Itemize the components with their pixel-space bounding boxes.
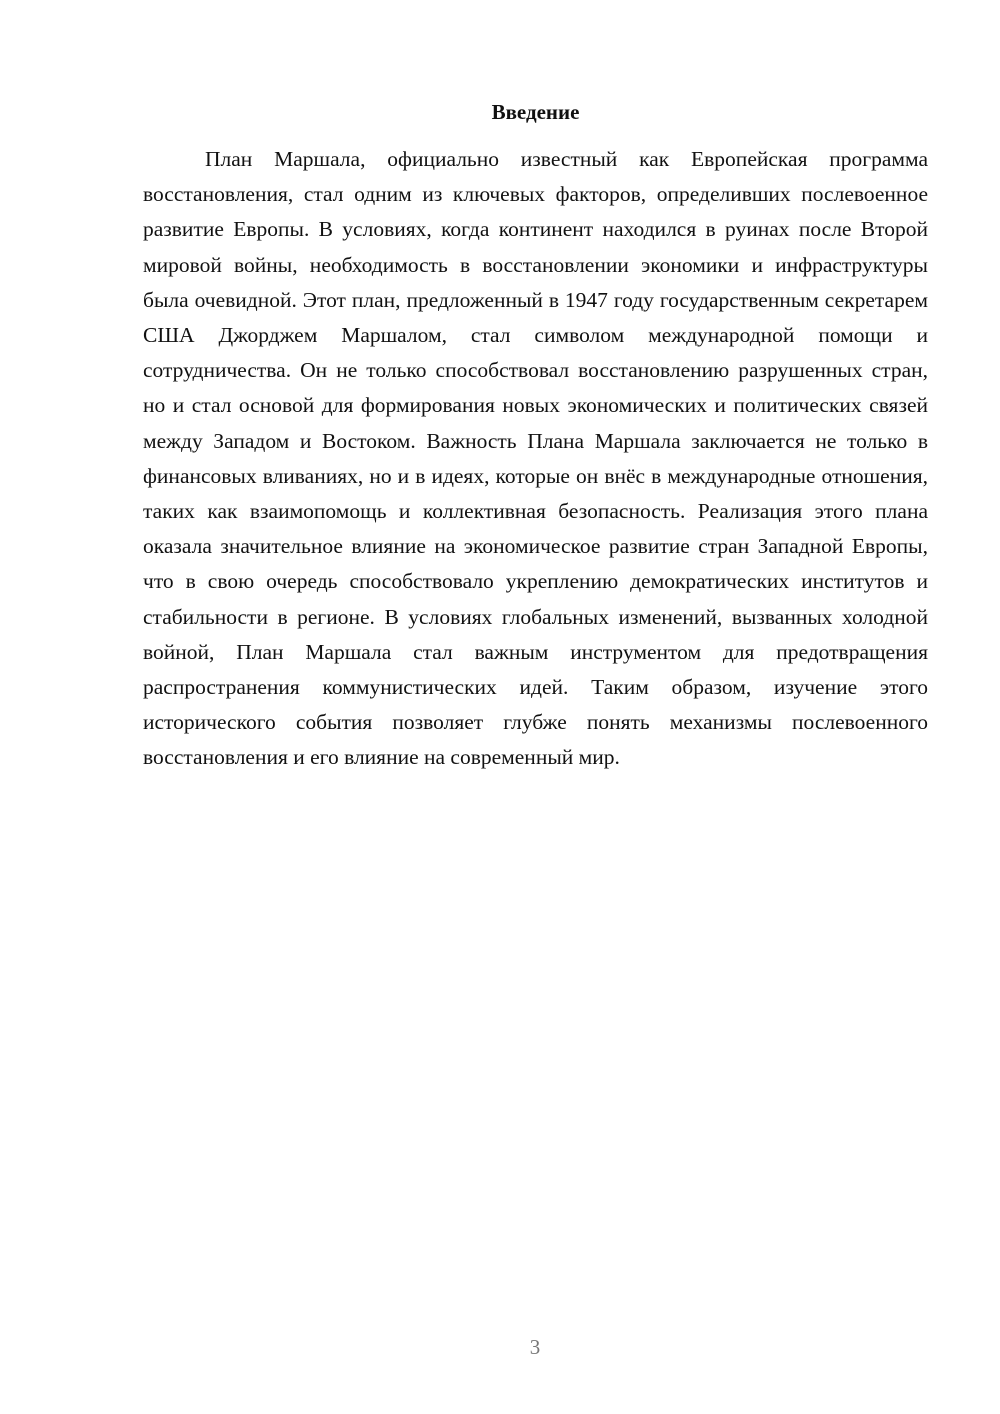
page-number: 3 — [529, 1335, 541, 1359]
introduction-paragraph: План Маршала, официально известный как Европейская программа восстановления, стал одним из ключевых факторов, определивших послевоенное развитие Европы. В условиях, когда континент находился в руинах после Второй мировой войны, необходимость в восстановлении экономики и инфраструктуры была очевидной. Этот план, предложенный в 1947 году государственным секретарем США Джорджем Маршалом, стал символом международной помощи и сотрудничества. Он не только способствовал восстановлению разрушенных стран, но и стал основой для формирования новых экономических и политических связей между Западом и Востоком. Важность Плана Маршала заключается не только в финансовых вливаниях, но и в идеях, которые он внёс в международные отношения, таких как взаимопомощь и коллективная безопасность. Реализация этого плана оказала значительное влияние на экономическое развитие стран Западной Европы, что в свою очередь способствовало укреплению демократических институтов и стабильности в регионе. В условиях глобальных изменений, вызванных холодной войной, План Маршала стал важным инструментом для предотвращения распространения коммунистических идей. Таким образом, изучение этого исторического события позволяет глубже понять механизмы послевоенного восстановления и его влияние на современный мир. — [143, 147, 928, 770]
section-heading: Введение — [491, 100, 580, 124]
